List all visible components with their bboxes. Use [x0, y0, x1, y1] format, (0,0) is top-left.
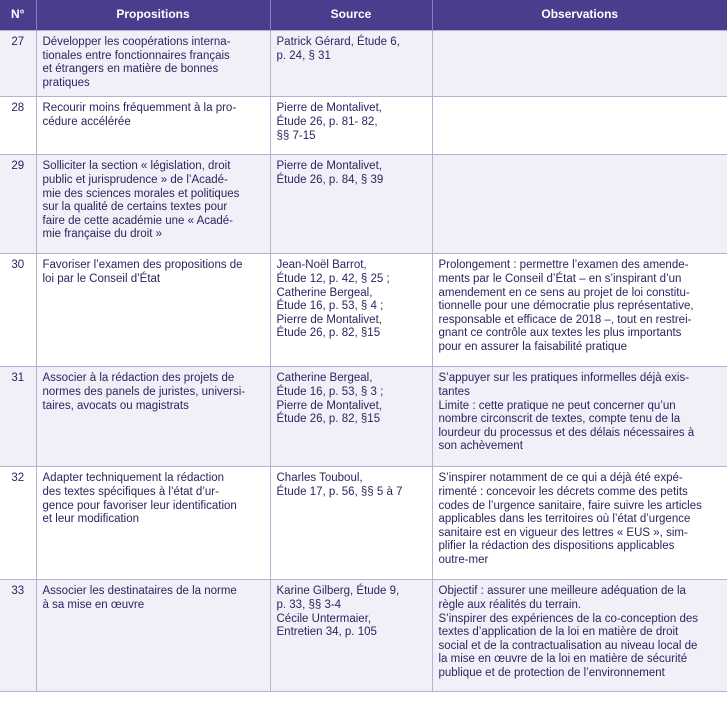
observations-cell: S’inspirer notamment de ce qui a déjà été expé- rimenté : concevoir les décrets comme des petits codes de l’urgence sanitaire, faire suivre les articles applicables dans les territoires où l’état d’urgence sanitaire est en vigueur des lettres « EUS », sim- plifier la rédaction des dispositions applicables outre-mer	[432, 467, 727, 580]
proposition-cell: Adapter techniquement la rédaction des textes spécifiques à l’état d’ur- gence pour favoriser leur identification et leur modification	[36, 467, 270, 580]
table-row	[0, 254, 727, 367]
proposition-cell: Associer les destinataires de la norme à sa mise en œuvre	[36, 580, 270, 692]
table-row	[0, 155, 727, 254]
source-cell: Jean-Noël Barrot, Étude 12, p. 42, § 25 ; Catherine Bergeal, Étude 16, p. 53, § 4 ; Pierre de Montalivet, Étude 26, p. 82, §15	[270, 254, 432, 367]
source-cell: Catherine Bergeal, Étude 16, p. 53, § 3 ; Pierre de Montalivet, Étude 26, p. 82, §15	[270, 367, 432, 467]
table-row	[0, 580, 727, 692]
source-cell: Pierre de Montalivet, Étude 26, p. 81- 82, §§ 7-15	[270, 97, 432, 155]
proposition-cell: Favoriser l’examen des propositions de loi par le Conseil d’État	[36, 254, 270, 367]
source-cell: Patrick Gérard, Étude 6, p. 24, § 31	[270, 31, 432, 97]
source-cell: Charles Touboul, Étude 17, p. 56, §§ 5 à 7	[270, 467, 432, 580]
header-num: N°	[0, 0, 36, 31]
observations-cell: Objectif : assurer une meilleure adéquation de la règle aux réalités du terrain. S’inspirer des expériences de la co-conception des textes d’application de la loi en matière de droit social et de la contractualisation au niveau local de la mise en œuvre de la loi en matière de sécurité publique et de protection de l’environnement	[432, 580, 727, 692]
observations-cell: S’appuyer sur les pratiques informelles déjà exis- tantes Limite : cette pratique ne peut concerner qu’un nombre circonscrit de textes, compte tenu de la lourdeur du processus et des délais nécessaires à son achèvement	[432, 367, 727, 467]
proposition-cell: Développer les coopérations interna- tionales entre fonctionnaires français et étrangers en matière de bonnes pratiques	[36, 31, 270, 97]
row-number: 32	[0, 467, 36, 580]
header-propositions: Propositions	[36, 0, 270, 31]
row-number: 31	[0, 367, 36, 467]
table-header-row	[0, 0, 727, 31]
observations-cell: Prolongement : permettre l’examen des amende- ments par le Conseil d’État – en s’inspirant d’un amendement en ce sens au projet de loi constitu- tionnelle pour une démocratie plus représentative, responsable et efficace de 2018 –, tout en restrei- gnant ce contrôle aux textes les plus importants pour en assurer la faisabilité pratique	[432, 254, 727, 367]
table-row	[0, 467, 727, 580]
proposition-cell: Recourir moins fréquemment à la pro- cédure accélérée	[36, 97, 270, 155]
header-observations: Observations	[432, 0, 727, 31]
source-cell: Pierre de Montalivet, Étude 26, p. 84, § 39	[270, 155, 432, 254]
row-number: 27	[0, 31, 36, 97]
row-number: 33	[0, 580, 36, 692]
proposition-cell: Solliciter la section « législation, droit public et jurisprudence » de l’Acadé- mie des sciences morales et politiques sur la qualité de certains textes pour faire de cette académie une « Acadé- mie française du droit »	[36, 155, 270, 254]
observations-cell	[432, 97, 727, 155]
source-cell: Karine Gilberg, Étude 9, p. 33, §§ 3-4 Cécile Untermaier, Entretien 34, p. 105	[270, 580, 432, 692]
table-row	[0, 31, 727, 97]
table-row	[0, 97, 727, 155]
observations-cell	[432, 155, 727, 254]
observations-cell	[432, 31, 727, 97]
row-number: 29	[0, 155, 36, 254]
table-row	[0, 367, 727, 467]
header-source: Source	[270, 0, 432, 31]
row-number: 28	[0, 97, 36, 155]
row-number: 30	[0, 254, 36, 367]
proposition-cell: Associer à la rédaction des projets de normes des panels de juristes, universi- taires, avocats ou magistrats	[36, 367, 270, 467]
